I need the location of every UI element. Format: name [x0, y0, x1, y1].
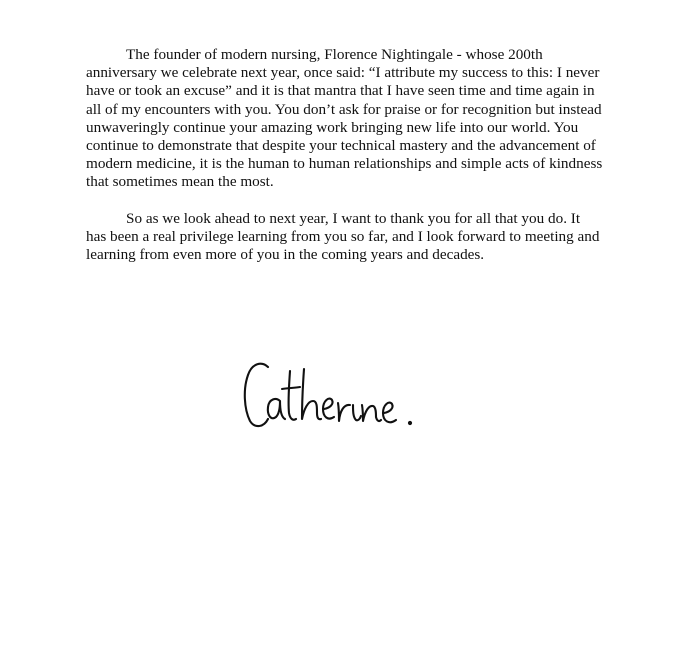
- paragraph-2: [86, 210, 606, 265]
- text-line: learning from even more of you in the coming years and decades.: [86, 246, 485, 264]
- text-line: So as we look ahead to next year, I want to thank you for all that you do. It: [126, 209, 581, 227]
- text-line: anniversary we celebrate next year, once said: “I attribute my success to this: I never: [86, 64, 600, 82]
- text-line: The founder of modern nursing, Florence Nightingale - whose 200th: [126, 46, 543, 63]
- signature-drawing: [238, 355, 428, 445]
- text-line: has been a real privilege learning from you so far, and I look forward to meeting and: [86, 227, 600, 245]
- text-line: modern medicine, it is the human to human relationships and simple acts of kindness: [86, 155, 603, 173]
- text-line: unwaveringly continue your amazing work bringing new life into our world. You: [86, 118, 579, 136]
- text-line: that sometimes mean the most.: [86, 173, 274, 191]
- text-line: continue to demonstrate that despite your technical mastery and the advancement of: [86, 137, 596, 155]
- signature: [238, 355, 428, 445]
- text-line: all of my encounters with you. You don’t ask for praise or for recognition but instead: [86, 100, 602, 118]
- letter-body: [86, 46, 606, 282]
- text-line: have or took an excuse” and it is that mantra that I have seen time and time again in: [86, 82, 595, 100]
- paragraph-1: [86, 46, 606, 192]
